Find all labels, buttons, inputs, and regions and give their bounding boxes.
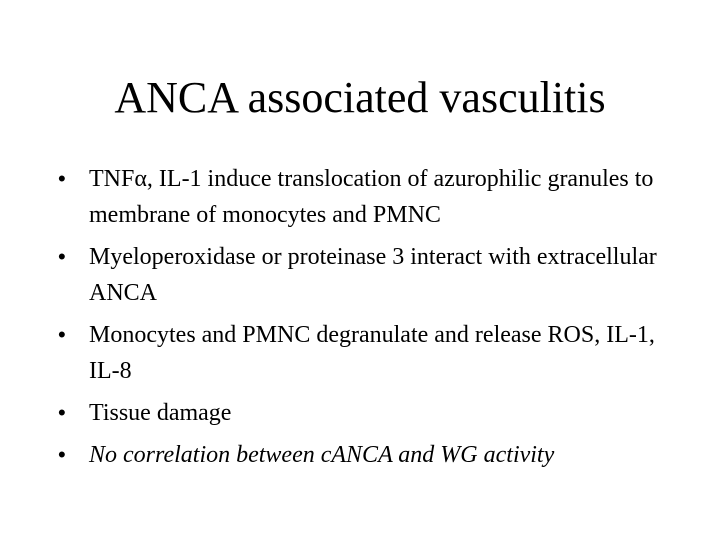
bullet-item (54, 161, 684, 233)
bullet-text: Myeloperoxidase or proteinase 3 interact with extracellular ANCA (89, 244, 657, 306)
bullet-item (54, 317, 684, 389)
bullet-marker: • (58, 442, 66, 467)
bullet-list (54, 161, 684, 479)
slide-title: ANCA associated vasculitis (114, 73, 606, 122)
bullet-marker: • (58, 322, 66, 347)
bullet-item (54, 395, 684, 431)
bullet-text: TNFα, IL-1 induce translocation of azurophilic granules to membrane of monocytes and PMNC (89, 166, 654, 228)
bullet-marker: • (58, 244, 66, 269)
bullet-item (54, 239, 684, 311)
bullet-marker: • (58, 166, 66, 191)
bullet-text: Monocytes and PMNC degranulate and release ROS, IL-1, IL-8 (89, 322, 655, 384)
bullet-marker: • (58, 400, 66, 425)
bullet-text: Tissue damage (89, 400, 232, 426)
bullet-item (54, 437, 684, 473)
bullet-text: No correlation between cANCA and WG activity (89, 442, 555, 468)
